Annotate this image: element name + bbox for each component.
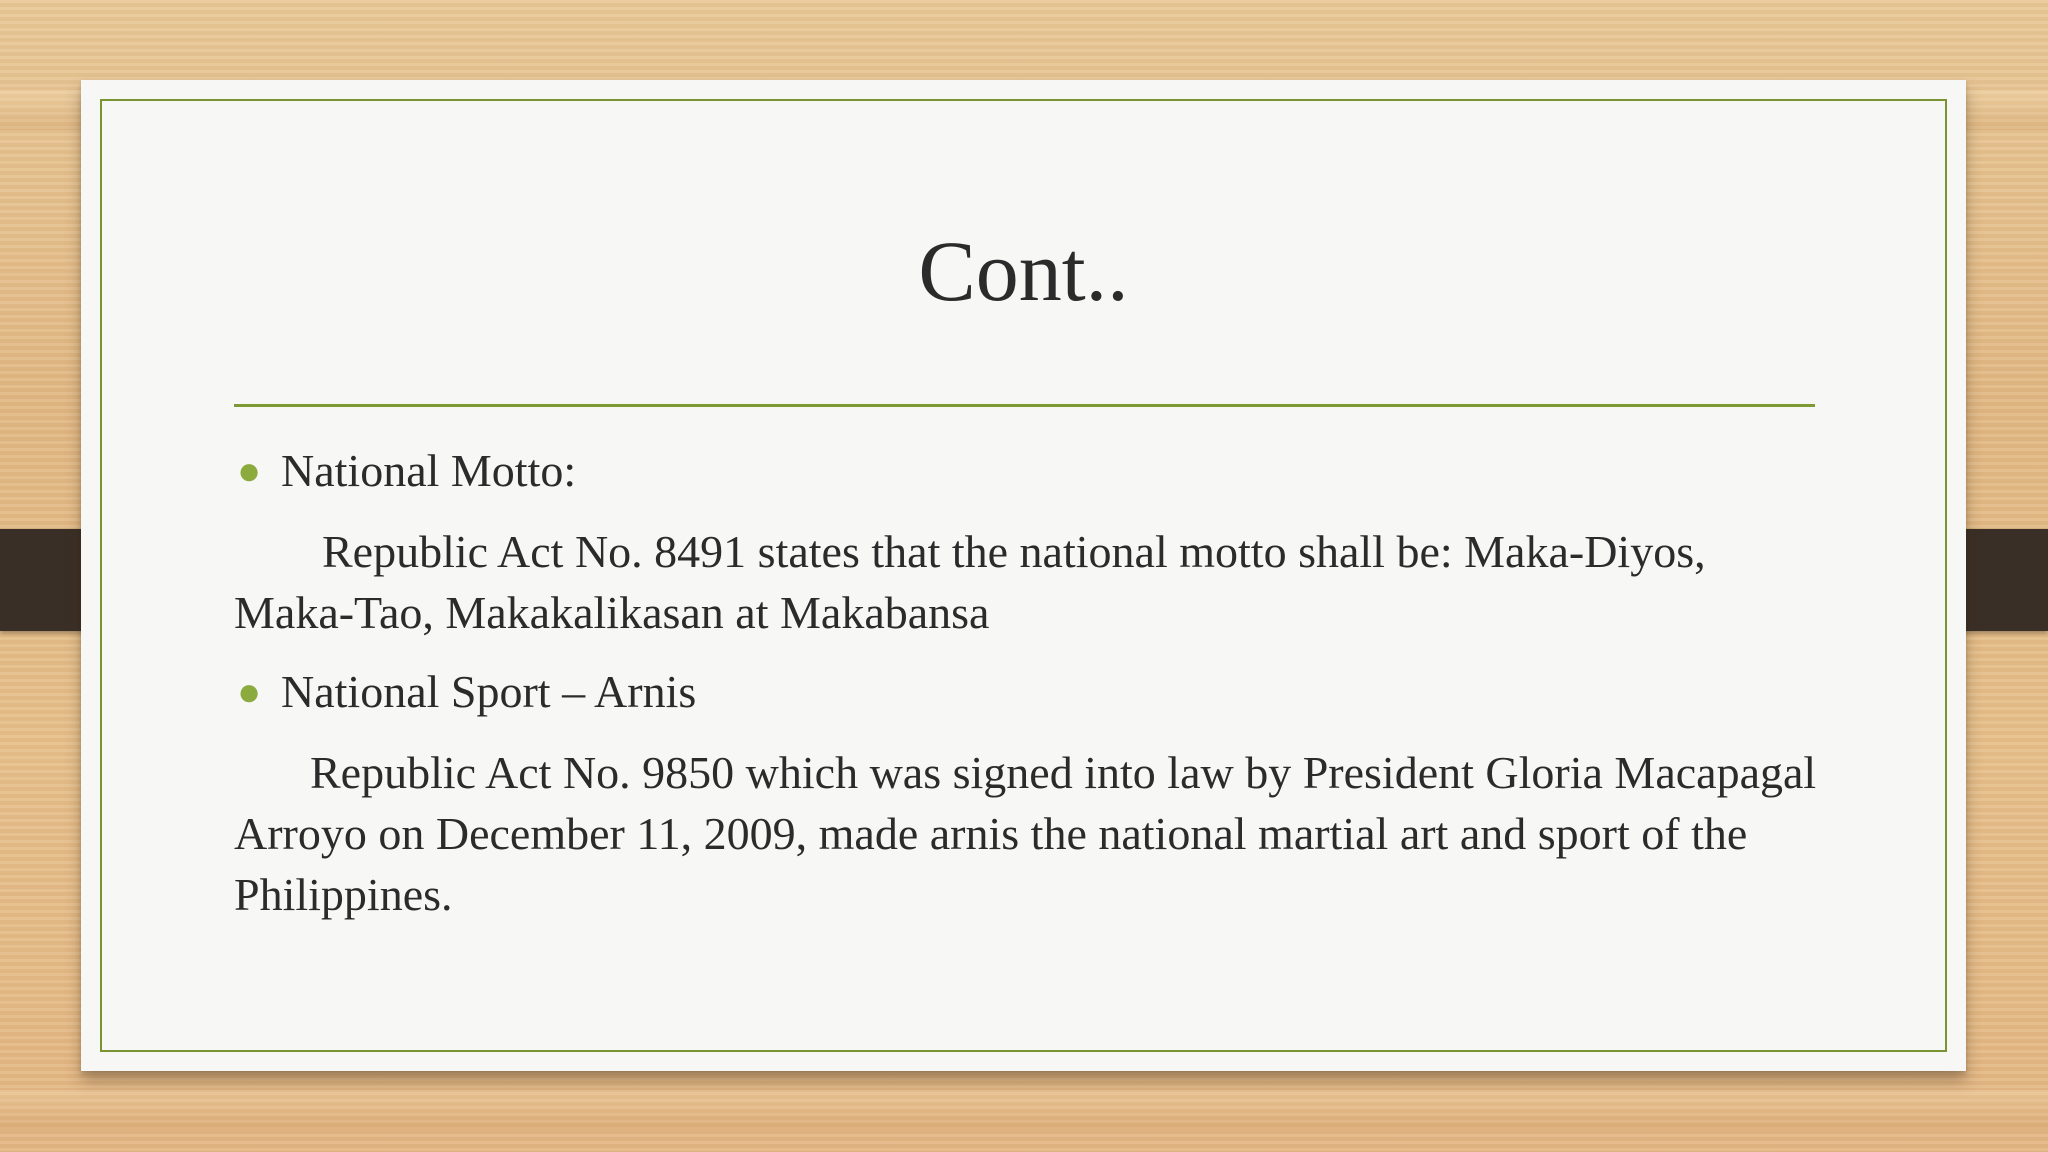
slide-card xyxy=(81,80,1966,1071)
bullet-label: National Sport – Arnis xyxy=(281,666,697,717)
motto-paragraph xyxy=(234,521,1834,643)
slide-title: Cont.. xyxy=(918,223,1129,319)
paragraph-text: Republic Act No. 9850 which was signed into law by President Gloria Macapagal Arroyo on December 11, 2009, made arnis the national martial art and sport of the Philippines. xyxy=(234,747,1817,920)
slide-body xyxy=(234,440,1834,925)
sport-paragraph xyxy=(234,742,1834,925)
bullet-item-sport xyxy=(234,661,1834,722)
wood-grain-band xyxy=(0,1090,2048,1130)
bullet-dot-icon: ● xyxy=(237,448,262,493)
bullet-dot-icon: ● xyxy=(237,669,262,714)
title-divider xyxy=(234,404,1815,407)
bullet-label: National Motto: xyxy=(281,445,577,496)
bullet-item-motto xyxy=(234,440,1834,501)
paragraph-text: Republic Act No. 8491 states that the national motto shall be: Maka-Diyos, Maka-Tao, Makakalikasan at Makabansa xyxy=(234,526,1706,638)
